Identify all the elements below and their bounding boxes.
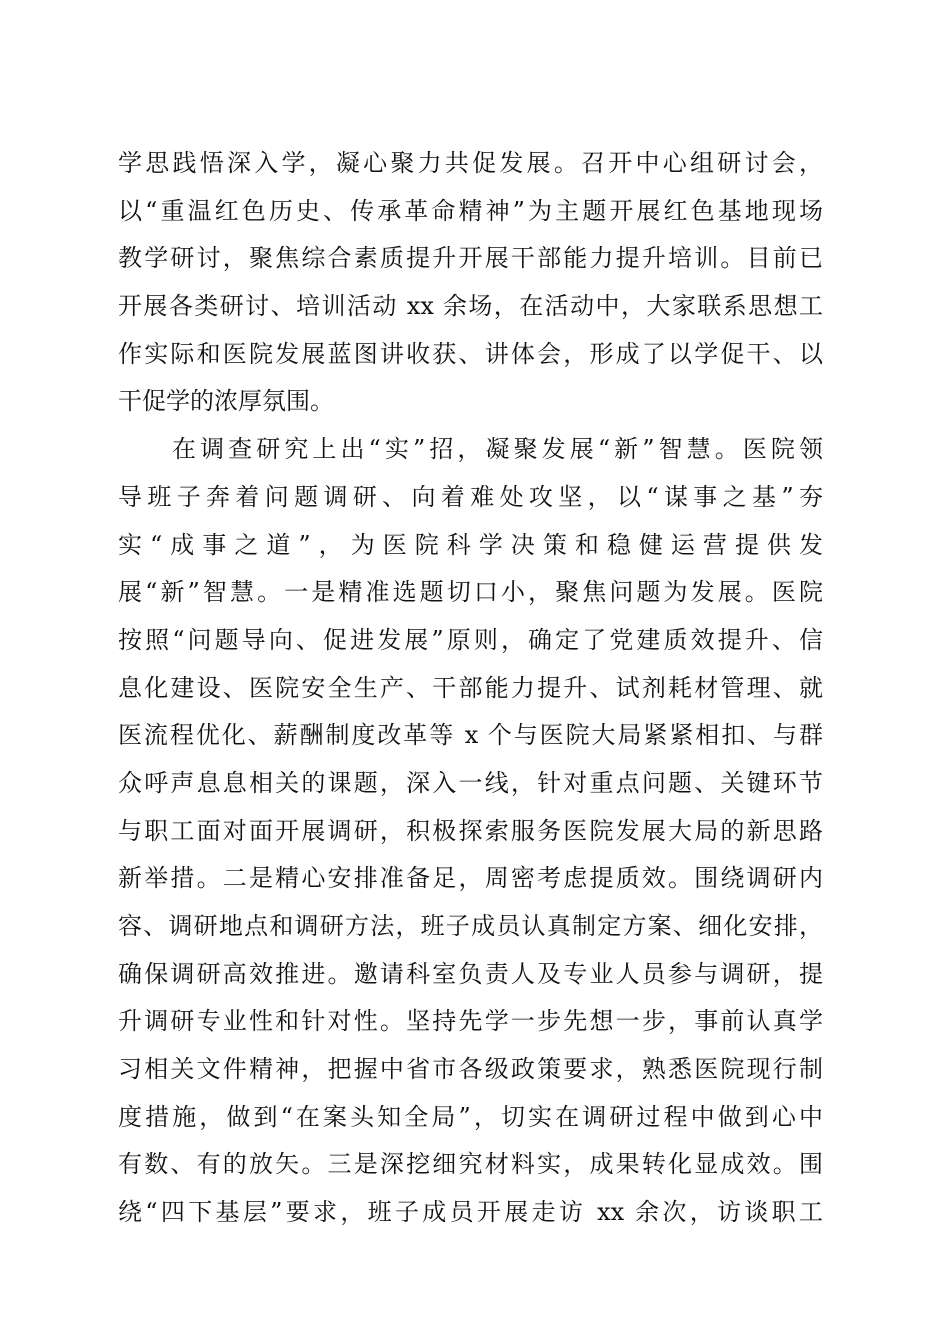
text-line: 在调查研究上出“实”招，凝聚发展“新”智慧。医院领: [172, 435, 823, 464]
text-line: 有数、有的放矢。三是深挖细究材料实，成果转化显成效。围: [118, 1150, 823, 1179]
text-line: 开展各类研讨、培训活动 xx 余场，在活动中，大家联系思想工: [118, 292, 823, 321]
text-line: 实“成事之道”，为医院科学决策和稳健运营提供发: [118, 530, 823, 559]
text-line: 升调研专业性和针对性。坚持先学一步先想一步，事前认真学: [118, 1007, 823, 1036]
text-line: 度措施，做到“在案头知全局”，切实在调研过程中做到心中: [118, 1102, 823, 1131]
document-body: [118, 140, 823, 1237]
text-line: 干促学的浓厚氛围。: [118, 387, 334, 416]
text-line: 按照“问题导向、促进发展”原则，确定了党建质效提升、信: [118, 625, 823, 654]
paragraph-2: [118, 426, 823, 1237]
text-line: 作实际和医院发展蓝图讲收获、讲体会，形成了以学促干、以: [118, 339, 823, 368]
text-line: 容、调研地点和调研方法，班子成员认真制定方案、细化安排，: [118, 912, 823, 940]
text-line: 绕“四下基层”要求，班子成员开展走访 xx 余次，访谈职工: [118, 1198, 823, 1227]
text-line: 与职工面对面开展调研，积极探索服务医院发展大局的新思路: [118, 816, 823, 845]
paragraph-1: [118, 140, 823, 426]
text-line: 医流程优化、薪酬制度改革等 x 个与医院大局紧紧相扣、与群: [118, 721, 823, 750]
text-line: 以“重温红色历史、传承革命精神”为主题开展红色基地现场: [118, 196, 823, 225]
text-line: 教学研讨，聚焦综合素质提升开展干部能力提升培训。目前已: [118, 244, 823, 273]
text-line: 展“新”智慧。一是精准选题切口小，聚焦问题为发展。医院: [118, 578, 823, 607]
text-line: 导班子奔着问题调研、向着难处攻坚，以“谋事之基”夯: [118, 482, 823, 511]
text-line: 确保调研高效推进。邀请科室负责人及专业人员参与调研，提: [118, 959, 823, 988]
text-line: 习相关文件精神，把握中省市各级政策要求，熟悉医院现行制: [118, 1055, 823, 1084]
text-line: 众呼声息息相关的课题，深入一线，针对重点问题、关键环节: [118, 768, 823, 797]
text-line: 学思践悟深入学，凝心聚力共促发展。召开中心组研讨会，: [118, 149, 823, 177]
text-line: 息化建设、医院安全生产、干部能力提升、试剂耗材管理、就: [118, 673, 823, 702]
text-line: 新举措。二是精心安排准备足，周密考虑提质效。围绕调研内: [118, 864, 823, 893]
